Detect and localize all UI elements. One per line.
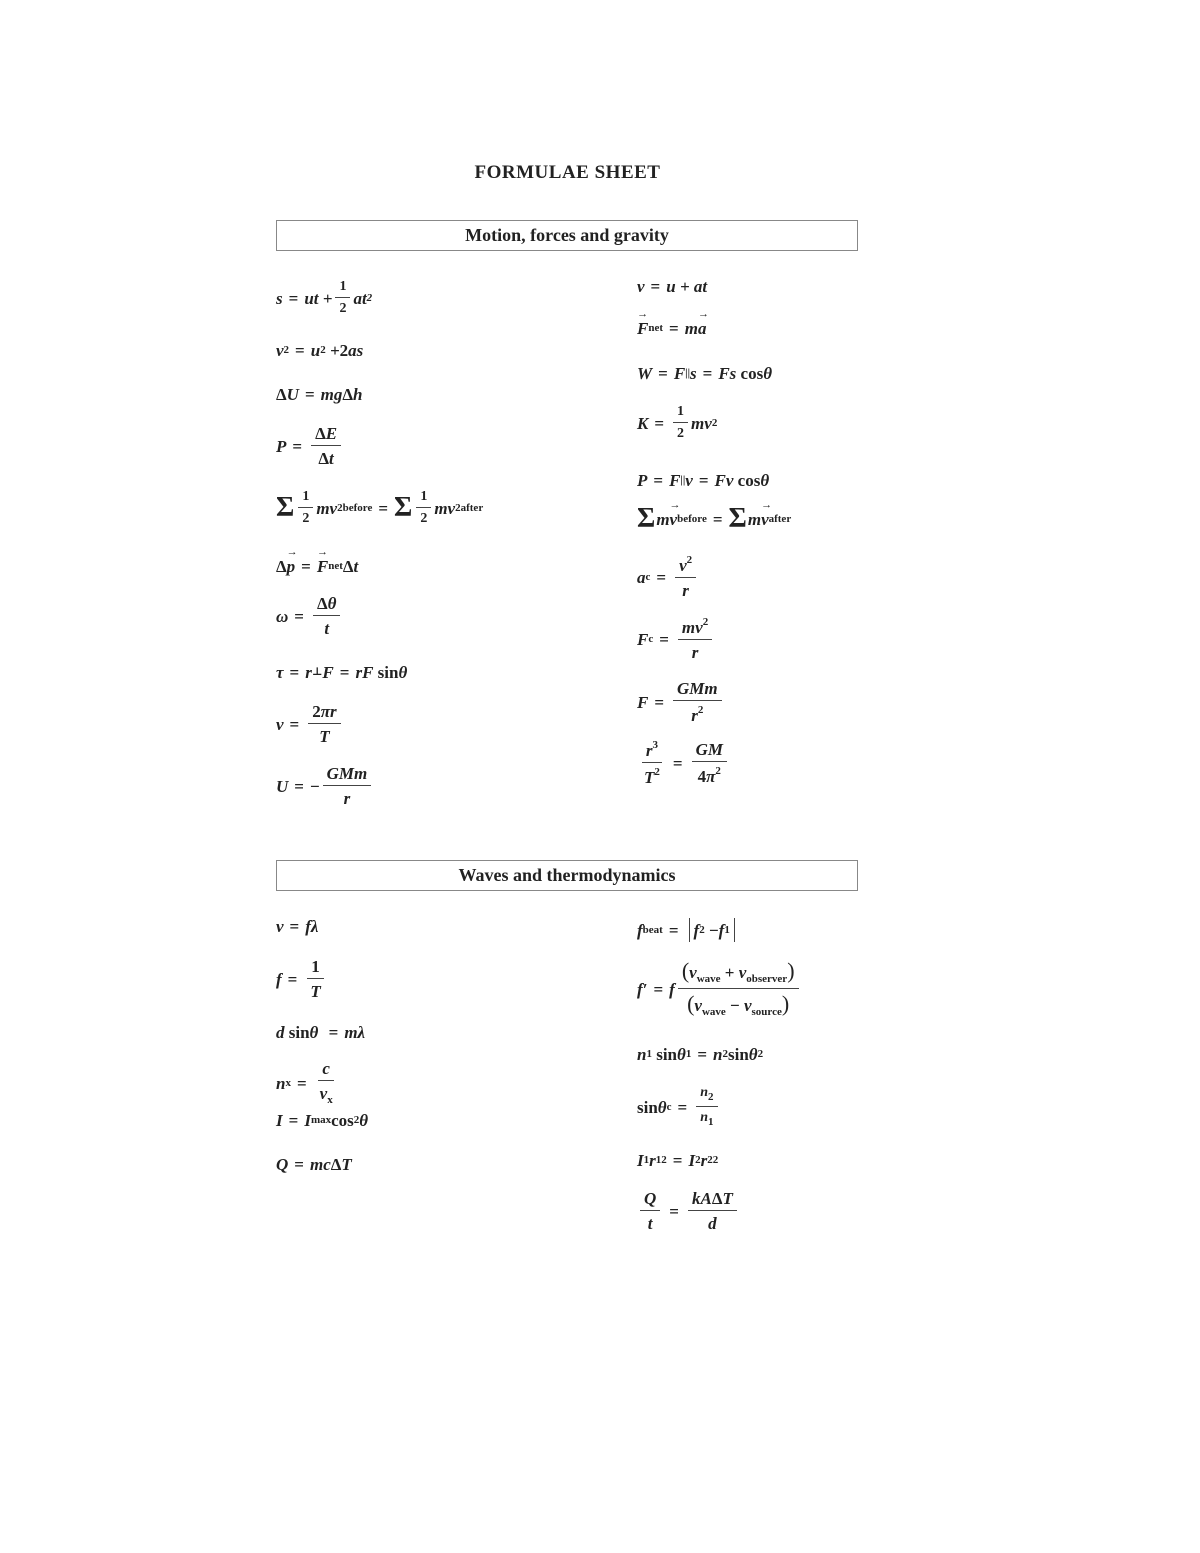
formula-critical-angle: sin θ c = $\frac{n_2}{n_1}$ [637, 1086, 721, 1128]
formula-centripetal-acceleration: a c = $\frac{v^2}{r}$ [637, 555, 699, 599]
formula-refractive-index: n x = $\frac{c}{v_x}$ [276, 1059, 333, 1106]
formula-gravitational-force: F = $\frac{\text{GMm}}{r^2}$ [637, 680, 725, 724]
formula-kinetic-energy-conservation: Σ $\frac{1}{2}$ mv 2 before = Σ $\frac{1}{2}$ mv 2 after [276, 489, 484, 526]
formula-orbital-speed: v = $\frac{2\pi r}{T}$ [276, 703, 344, 745]
formula-frequency-period: f = $\frac{1}{T}$ [276, 958, 328, 1000]
formula-torque: τ = r ⊥ F = rF sin θ [276, 663, 408, 682]
formula-heat-conduction: $\frac{Q}{t}$ = $\frac{\text{kAΔT}}{d}$ [637, 1190, 740, 1232]
formula-angular-velocity: ω = $\frac{\Delta\theta}{t}$ [276, 595, 343, 637]
formula-doppler-effect: f′ = f $\frac{(v_{wave} + v_{observer})}{(v_{wave} - v_{source})}$ [637, 960, 802, 1018]
formula-keplers-third-law: $\frac{r^3}{T^2}$ = $\frac{GM}{4\pi^2}$ [637, 740, 730, 786]
formula-diffraction-grating: d sin θ = mλ [276, 1023, 366, 1042]
formula-velocity-time: v = u + at [637, 277, 708, 296]
formula-displacement: s = ut + $\frac{1}{2}$ at 2 [276, 279, 373, 316]
formula-impulse: Δ p → = F → net Δ t [276, 558, 358, 575]
formula-gravitational-potential: U = − $\frac{\text{GMm}}{r}$ [276, 765, 374, 807]
formula-snells-law: n 1 sin θ 1 = n 2 sin θ 2 [637, 1045, 764, 1064]
formula-inverse-square-law: I 1 r 1 2 = I 2 r 2 2 [637, 1151, 719, 1170]
page-title: FORMULAE SHEET [474, 162, 661, 183]
formula-centripetal-force: F c = $\frac{mv^2}{r}$ [637, 617, 715, 661]
section-heading-waves: Waves and thermodynamics [276, 860, 858, 891]
formula-beat-frequency: f beat = f 2 − f 1 [637, 918, 739, 942]
formula-kinetic-energy: K = $\frac{1}{2}$ mv 2 [637, 404, 718, 441]
formula-power-force: P = F || v = Fv cos θ [637, 471, 770, 490]
formula-work: W = F || s = Fs cos θ [637, 364, 773, 383]
formula-velocity-squared: v 2 = u 2 + 2 as [276, 341, 364, 360]
formula-wave-equation: v = fλ [276, 917, 319, 936]
formula-power-energy: P = $\frac{\Delta E}{\Delta t}$ [276, 425, 344, 467]
formula-momentum-conservation: Σ m v → before = Σ m v → after [637, 505, 791, 533]
formula-malus-law: I = I max cos 2 θ [276, 1111, 369, 1130]
section-heading-motion: Motion, forces and gravity [276, 220, 858, 251]
formula-net-force: F → net = m a → [637, 320, 706, 337]
formula-heat-capacity: Q = mc Δ T [276, 1155, 352, 1174]
formula-potential-energy: Δ U = mg Δ h [276, 385, 363, 404]
